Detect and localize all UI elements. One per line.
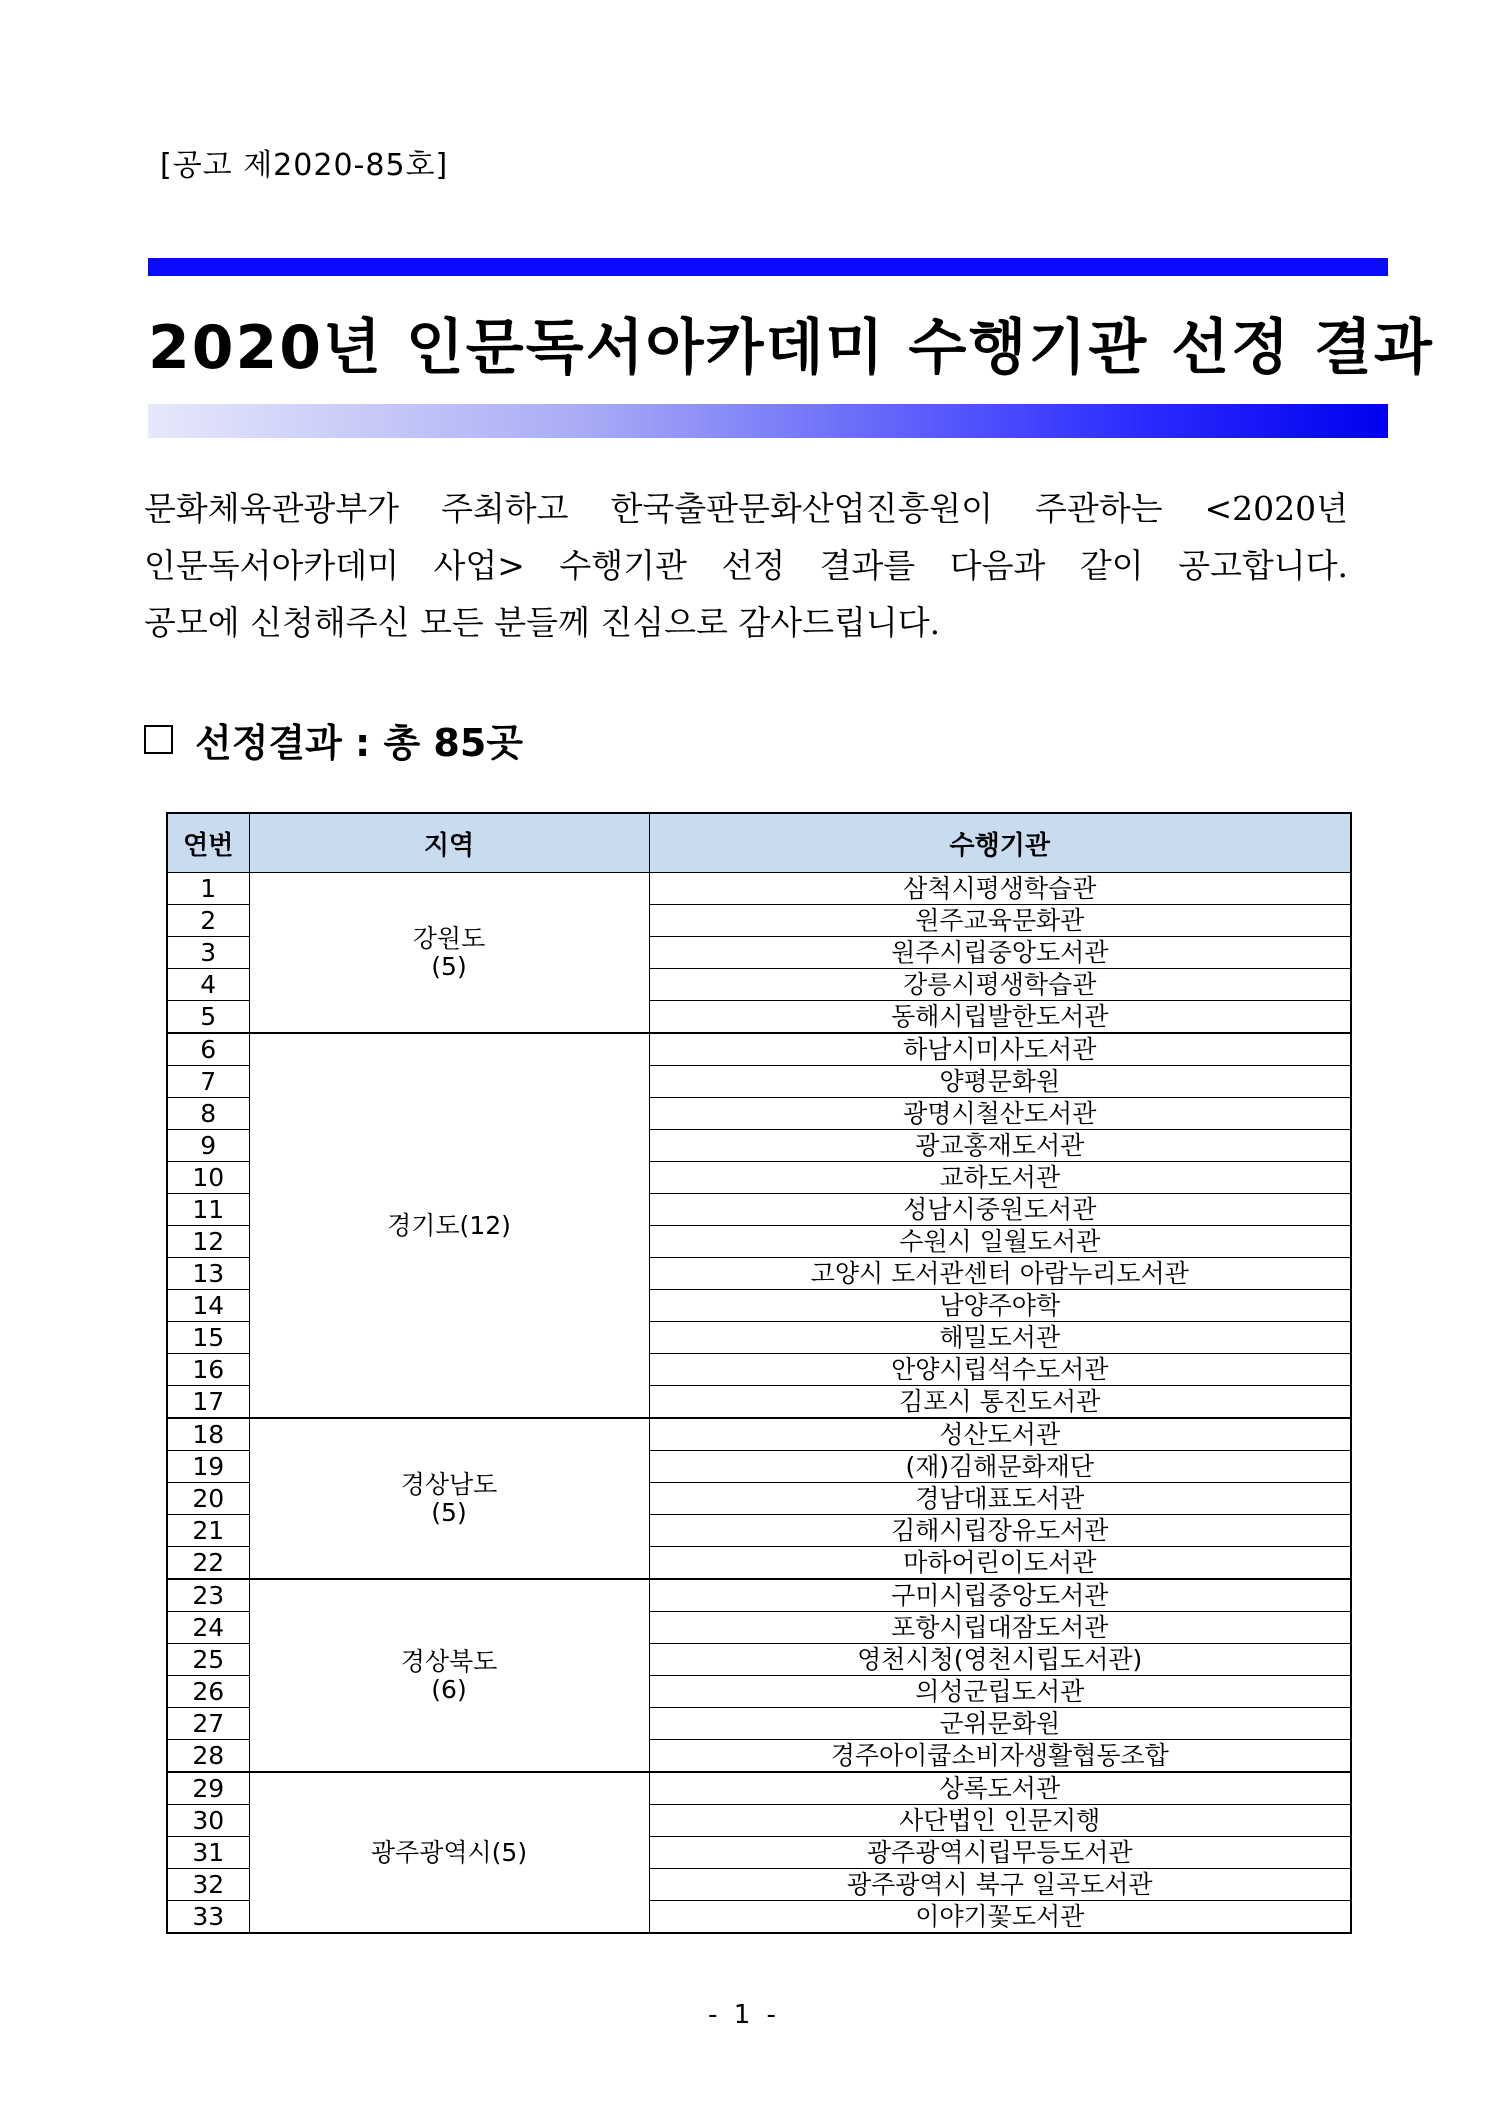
intro-paragraph [144, 480, 1348, 651]
row-number: 21 [167, 1515, 249, 1547]
table-row [167, 1772, 1351, 1805]
notice-number: [공고 제2020-85호] [160, 148, 449, 183]
header-org: 수행기관 [649, 813, 1351, 873]
organization-name: 광명시철산도서관 [649, 1098, 1351, 1130]
title-bottom-gradient-bar [148, 404, 1388, 438]
organization-name: 양평문화원 [649, 1066, 1351, 1098]
region-name: 경상남도 [400, 1469, 498, 1499]
table-row [167, 1579, 1351, 1612]
region-cell [249, 1418, 649, 1579]
header-region: 지역 [249, 813, 649, 873]
row-number: 14 [167, 1290, 249, 1322]
organization-name: 원주교육문화관 [649, 905, 1351, 937]
section-heading [144, 712, 523, 767]
row-number: 2 [167, 905, 249, 937]
header-no: 연번 [167, 813, 249, 873]
organization-name: 김해시립장유도서관 [649, 1515, 1351, 1547]
row-number: 27 [167, 1708, 249, 1740]
organization-name: 수원시 일월도서관 [649, 1226, 1351, 1258]
row-number: 18 [167, 1418, 249, 1451]
row-number: 19 [167, 1451, 249, 1483]
organization-name: 영천시청(영천시립도서관) [649, 1644, 1351, 1676]
row-number: 5 [167, 1001, 249, 1034]
table-body [167, 873, 1351, 1934]
checkbox-icon [144, 725, 173, 754]
region-name: 경상북도 [400, 1646, 498, 1676]
row-number: 13 [167, 1258, 249, 1290]
row-number: 23 [167, 1579, 249, 1612]
region-name: 강원도 [412, 923, 486, 953]
organization-name: 안양시립석수도서관 [649, 1354, 1351, 1386]
region-name: 광주광역시(5) [370, 1837, 528, 1867]
region-cell [249, 873, 649, 1034]
row-number: 24 [167, 1612, 249, 1644]
organization-name: 성산도서관 [649, 1418, 1351, 1451]
table-row [167, 1418, 1351, 1451]
row-number: 9 [167, 1130, 249, 1162]
row-number: 4 [167, 969, 249, 1001]
row-number: 10 [167, 1162, 249, 1194]
row-number: 20 [167, 1483, 249, 1515]
region-count: (5) [431, 1497, 467, 1527]
region-cell [249, 1033, 649, 1418]
organization-name: 성남시중원도서관 [649, 1194, 1351, 1226]
organization-name: 원주시립중앙도서관 [649, 937, 1351, 969]
row-number: 11 [167, 1194, 249, 1226]
table-row [167, 1033, 1351, 1066]
row-number: 33 [167, 1901, 249, 1934]
organization-name: 의성군립도서관 [649, 1676, 1351, 1708]
organization-name: 사단법인 인문지행 [649, 1805, 1351, 1837]
region-count: (5) [431, 951, 467, 981]
organization-name: 광주광역시 북구 일곡도서관 [649, 1869, 1351, 1901]
organization-name: 김포시 통진도서관 [649, 1386, 1351, 1419]
row-number: 1 [167, 873, 249, 905]
region-name: 경기도(12) [387, 1210, 511, 1240]
row-number: 31 [167, 1837, 249, 1869]
organization-name: 상록도서관 [649, 1772, 1351, 1805]
organization-name: 광주광역시립무등도서관 [649, 1837, 1351, 1869]
organization-name: 해밀도서관 [649, 1322, 1351, 1354]
organization-name: 광교홍재도서관 [649, 1130, 1351, 1162]
title-top-bar [148, 258, 1388, 276]
row-number: 3 [167, 937, 249, 969]
row-number: 32 [167, 1869, 249, 1901]
organization-name: 강릉시평생학습관 [649, 969, 1351, 1001]
row-number: 30 [167, 1805, 249, 1837]
row-number: 28 [167, 1740, 249, 1773]
results-table [166, 812, 1352, 1934]
row-number: 15 [167, 1322, 249, 1354]
organization-name: 동해시립발한도서관 [649, 1001, 1351, 1034]
region-cell [249, 1772, 649, 1933]
table-header-row [167, 813, 1351, 873]
row-number: 25 [167, 1644, 249, 1676]
page-title: 2020년 인문독서아카데미 수행기관 선정 결과 [148, 313, 1434, 383]
table-row [167, 873, 1351, 905]
organization-name: 삼척시평생학습관 [649, 873, 1351, 905]
row-number: 22 [167, 1547, 249, 1580]
row-number: 26 [167, 1676, 249, 1708]
region-cell [249, 1579, 649, 1772]
row-number: 17 [167, 1386, 249, 1419]
intro-line: 문화체육관광부가 주최하고 한국출판문화산업진흥원이 주관하는 <2020년 [144, 489, 1348, 528]
section-heading-text: 선정결과 : 총 85곳 [195, 721, 524, 765]
organization-name: 군위문화원 [649, 1708, 1351, 1740]
row-number: 8 [167, 1098, 249, 1130]
row-number: 6 [167, 1033, 249, 1066]
organization-name: 경주아이쿱소비자생활협동조합 [649, 1740, 1351, 1773]
organization-name: 고양시 도서관센터 아람누리도서관 [649, 1258, 1351, 1290]
organization-name: 포항시립대잠도서관 [649, 1612, 1351, 1644]
page-number: - 1 - [708, 2000, 780, 2030]
organization-name: 마하어린이도서관 [649, 1547, 1351, 1580]
row-number: 12 [167, 1226, 249, 1258]
row-number: 16 [167, 1354, 249, 1386]
organization-name: 이야기꽃도서관 [649, 1901, 1351, 1934]
intro-line: 인문독서아카데미 사업> 수행기관 선정 결과를 다음과 같이 공고합니다. [144, 546, 1348, 585]
row-number: 29 [167, 1772, 249, 1805]
row-number: 7 [167, 1066, 249, 1098]
organization-name: 하남시미사도서관 [649, 1033, 1351, 1066]
organization-name: 교하도서관 [649, 1162, 1351, 1194]
region-count: (6) [431, 1674, 467, 1704]
organization-name: 남양주야학 [649, 1290, 1351, 1322]
organization-name: (재)김해문화재단 [649, 1451, 1351, 1483]
organization-name: 경남대표도서관 [649, 1483, 1351, 1515]
organization-name: 구미시립중앙도서관 [649, 1579, 1351, 1612]
intro-line: 공모에 신청해주신 모든 분들께 진심으로 감사드립니다. [144, 603, 941, 642]
